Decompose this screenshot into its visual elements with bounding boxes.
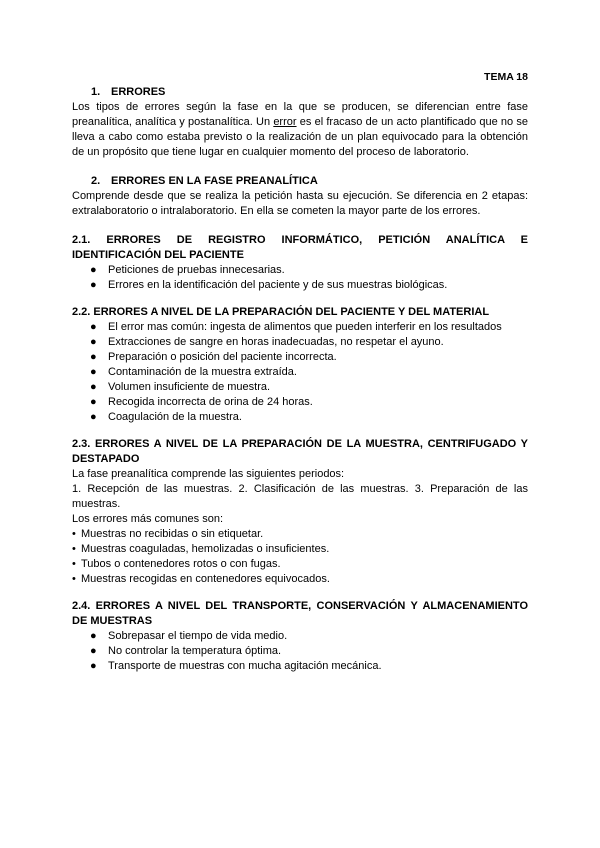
bullet-icon: ●: [90, 264, 97, 276]
bullet-icon: •: [72, 543, 76, 555]
bullet-icon: •: [72, 573, 76, 585]
error-underlined-word: error: [273, 116, 297, 128]
section-2-2-heading: 2.2. ERRORES A NIVEL DE LA PREPARACIÓN DEL PACIENTE Y DEL MATERIAL: [72, 306, 490, 318]
list-item: [72, 557, 528, 572]
bullet-icon: ●: [90, 336, 97, 348]
section-2-title: ERRORES EN LA FASE PREANALÍTICA: [111, 175, 318, 187]
list-item: [90, 410, 528, 425]
list-item-text: Muestras coaguladas, hemolizadas o insuficientes.: [81, 543, 330, 555]
section-2-3-intro: La fase preanalítica comprende las siguientes periodos:: [72, 468, 345, 480]
section-2-3-common-errors-label: Los errores más comunes son:: [72, 513, 224, 525]
list-item-text: Recogida incorrecta de orina de 24 horas.: [108, 396, 313, 408]
section-1-title: ERRORES: [111, 86, 166, 98]
list-item: [90, 380, 528, 395]
section-2-3-periods: 1. Recepción de las muestras. 2. Clasificación de las muestras. 3. Preparación de las muestras.: [72, 483, 528, 510]
section-2-1-heading: 2.1. ERRORES DE REGISTRO INFORMÁTICO, PETICIÓN ANALÍTICA E IDENTIFICACIÓN DEL PACIENTE: [72, 234, 528, 261]
bullet-icon: ●: [90, 366, 97, 378]
section-2-2-list: [72, 320, 528, 425]
section-2-heading: [72, 174, 528, 189]
bullet-icon: •: [72, 558, 76, 570]
bullet-icon: •: [72, 528, 76, 540]
list-item-text: Preparación o posición del paciente incorrecta.: [108, 351, 337, 363]
list-item-text: Contaminación de la muestra extraída.: [108, 366, 297, 378]
list-item: [90, 263, 528, 278]
list-item-text: Volumen insuficiente de muestra.: [108, 381, 271, 393]
section-2-3-list: [72, 527, 528, 587]
section-2-4-list: [72, 629, 528, 674]
list-item-text: Extracciones de sangre en horas inadecuadas, no respetar el ayuno.: [108, 336, 444, 348]
bullet-icon: ●: [90, 396, 97, 408]
list-item-text: Coagulación de la muestra.: [108, 411, 242, 423]
list-item: [90, 335, 528, 350]
list-item-text: Sobrepasar el tiempo de vida medio.: [108, 630, 288, 642]
list-item: [72, 542, 528, 557]
bullet-icon: ●: [90, 381, 97, 393]
list-item: [90, 365, 528, 380]
list-item: [90, 644, 528, 659]
bullet-icon: ●: [90, 645, 97, 657]
section-1-text-start: Los tipos de errores según la fase en la que se producen, se diferencian entre fase preanalítica, analítica y postanalítica. Un: [72, 101, 528, 128]
list-item: [72, 572, 528, 587]
list-item-text: No controlar la temperatura óptima.: [108, 645, 282, 657]
section-2-4-heading: 2.4. ERRORES A NIVEL DEL TRANSPORTE, CONSERVACIÓN Y ALMACENAMIENTO DE MUESTRAS: [72, 600, 528, 627]
list-item-text: Muestras recogidas en contenedores equivocados.: [81, 573, 330, 585]
list-item-text: Errores en la identificación del paciente y de sus muestras biológicas.: [108, 279, 448, 291]
bullet-icon: ●: [90, 411, 97, 423]
bullet-icon: ●: [90, 351, 97, 363]
list-item: [90, 278, 528, 293]
list-item: [90, 350, 528, 365]
list-item-text: Tubos o contenedores rotos o con fugas.: [81, 558, 281, 570]
list-item-text: Transporte de muestras con mucha agitación mecánica.: [108, 660, 382, 672]
section-2-3-heading: 2.3. ERRORES A NIVEL DE LA PREPARACIÓN DE LA MUESTRA, CENTRIFUGADO Y DESTAPADO: [72, 438, 528, 465]
list-item: [90, 320, 528, 335]
list-item-text: Muestras no recibidas o sin etiquetar.: [81, 528, 264, 540]
document-page: [72, 70, 528, 674]
section-1-paragraph: [72, 100, 528, 160]
section-1-text-end: es el fracaso de un acto plantificado que no se lleva a cabo como estaba previsto o la realización de un plan equivocado para la obtención de un propósito que tiene lugar en cualquier momento del proceso de laboratorio.: [72, 116, 528, 158]
list-item-text: Peticiones de pruebas innecesarias.: [108, 264, 285, 276]
bullet-icon: ●: [90, 660, 97, 672]
list-item: [90, 629, 528, 644]
section-1-heading: [72, 85, 528, 100]
section-1-number: 1.: [91, 86, 101, 98]
section-2-1-list: [72, 263, 528, 293]
topic-label: TEMA 18: [484, 71, 528, 83]
bullet-icon: ●: [90, 630, 97, 642]
section-2-paragraph: Comprende desde que se realiza la petición hasta su ejecución. Se diferencia en 2 etapas: extralaboratorio o intralaboratorio. En ella se cometen la mayor parte de los errores.: [72, 190, 528, 217]
list-item-text: El error mas común: ingesta de alimentos que pueden interferir en los resultados: [108, 321, 502, 333]
list-item: [72, 527, 528, 542]
list-item: [90, 395, 528, 410]
list-item: [90, 659, 528, 674]
bullet-icon: ●: [90, 321, 97, 333]
bullet-icon: ●: [90, 279, 97, 291]
section-2-number: 2.: [91, 175, 101, 187]
